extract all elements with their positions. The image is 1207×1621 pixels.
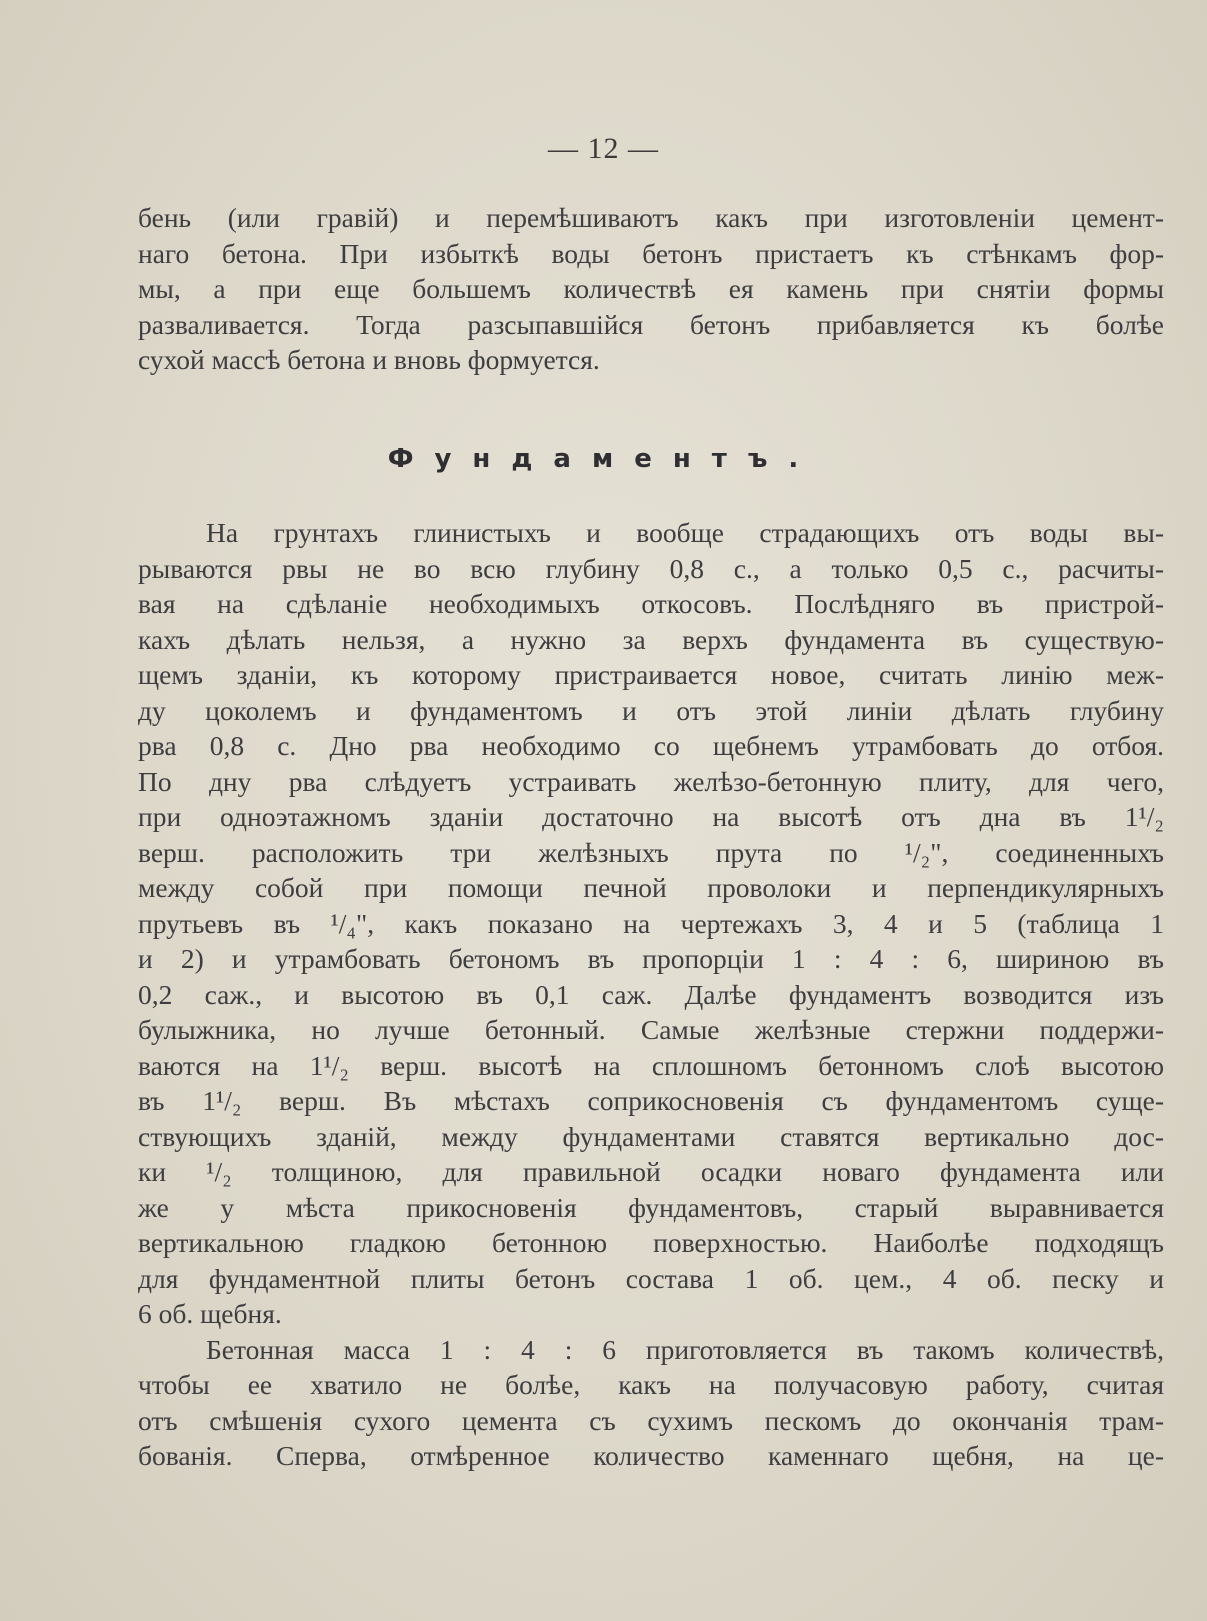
text-line: для фундаментной плиты бетонъ состава 1 об. цем., 4 об. песку и [138,1262,1164,1294]
text-line: вертикальною гладкою бетонною поверхностью. Наиболѣе подходящъ [138,1227,1164,1258]
text-line: кахъ дѣлать нельзя, а нужно за верхъ фундамента въ существую- [138,623,1164,655]
text-line: Бетонная масса 1 : 4 : 6 приготовляется въ такомъ количествѣ, [206,1333,1164,1365]
text-line: верш. расположить три желѣзныхъ прута по ¹/₂", соединенныхъ [138,836,1164,868]
text-line: между собой при помощи печной проволоки и перпендикулярныхъ [138,872,1164,903]
text-line: булыжника, но лучше бетонный. Самые желѣзные стержни поддержи- [138,1014,1164,1045]
text-line: прутьевъ въ ¹/₄", какъ показано на чертежахъ 3, 4 и 5 (таблица 1 [138,907,1164,939]
text-line: вая на сдѣланіе необходимыхъ откосовъ. Послѣдняго въ пристрой- [138,588,1164,619]
text-line: наго бетона. При избыткѣ воды бетонъ пристаетъ къ стѣнкамъ фор- [138,237,1164,269]
text-line: бованія. Сперва, отмѣренное количество каменнаго щебня, на це- [138,1440,1164,1471]
text-line: чтобы ее хватило не болѣе, какъ на получасовую работу, считая [138,1369,1164,1400]
text-line: ваются на 1¹/₂ верш. высотѣ на сплошномъ бетонномъ слоѣ высотою [138,1049,1164,1081]
paragraph-2 [138,1332,1164,1474]
text-line: разваливается. Тогда разсыпавшійся бетонъ прибавляется къ болѣе [138,308,1164,340]
text-line: въ 1¹/₂ верш. Въ мѣстахъ соприкосновенія съ фундаментомъ суще- [138,1085,1164,1116]
page-number: — 12 — [548,132,659,165]
text-line: сухой массѣ бетона и вновь формуется. [138,344,600,375]
text-line: мы, а при еще большемъ количествѣ ея камень при снятіи формы [138,273,1164,304]
text-line: По дну рва слѣдуетъ устраивать желѣзо-бетонную плиту, для чего, [138,765,1164,797]
text-line: и 2) и утрамбовать бетономъ въ пропорціи 1 : 4 : 6, шириною въ [138,943,1164,974]
text-line: На грунтахъ глинистыхъ и вообще страдающихъ отъ воды вы- [206,517,1164,548]
text-line: же у мѣста прикосновенія фундаментовъ, старый выравнивается [138,1191,1164,1223]
text-line: ствующихъ зданій, между фундаментами ставятся вертикально дос- [138,1120,1164,1152]
section-heading: Фундаментъ. [387,444,820,474]
text-line: щемъ зданіи, къ которому пристраивается новое, считать линію меж- [138,659,1164,690]
text-line: бень (или гравій) и перемѣшиваютъ какъ при изготовленіи цемент- [138,202,1164,233]
text-line: при одноэтажномъ зданіи достаточно на высотѣ отъ дна въ 1¹/₂ [138,801,1164,832]
paragraph-1 [138,515,1164,1332]
text-line: рва 0,8 с. Дно рва необходимо со щебнемъ утрамбовать до отбоя. [138,730,1164,761]
text-line: рываются рвы не во всю глубину 0,8 с., а только 0,5 с., расчиты- [138,552,1164,584]
text-line: ду цоколемъ и фундаментомъ и отъ этой линіи дѣлать глубину [138,694,1164,726]
intro-paragraph [138,200,1164,378]
body-text [138,515,1164,1474]
text-line: ки ¹/₂ толщиною, для правильной осадки новаго фундамента или [138,1156,1164,1187]
text-line: 6 об. щебня. [138,1298,282,1329]
text-line: 0,2 саж., и высотою въ 0,1 саж. Далѣе фундаментъ возводится изъ [138,978,1164,1010]
text-line: отъ смѣшенія сухого цемента съ сухимъ пескомъ до окончанія трам- [138,1404,1164,1436]
